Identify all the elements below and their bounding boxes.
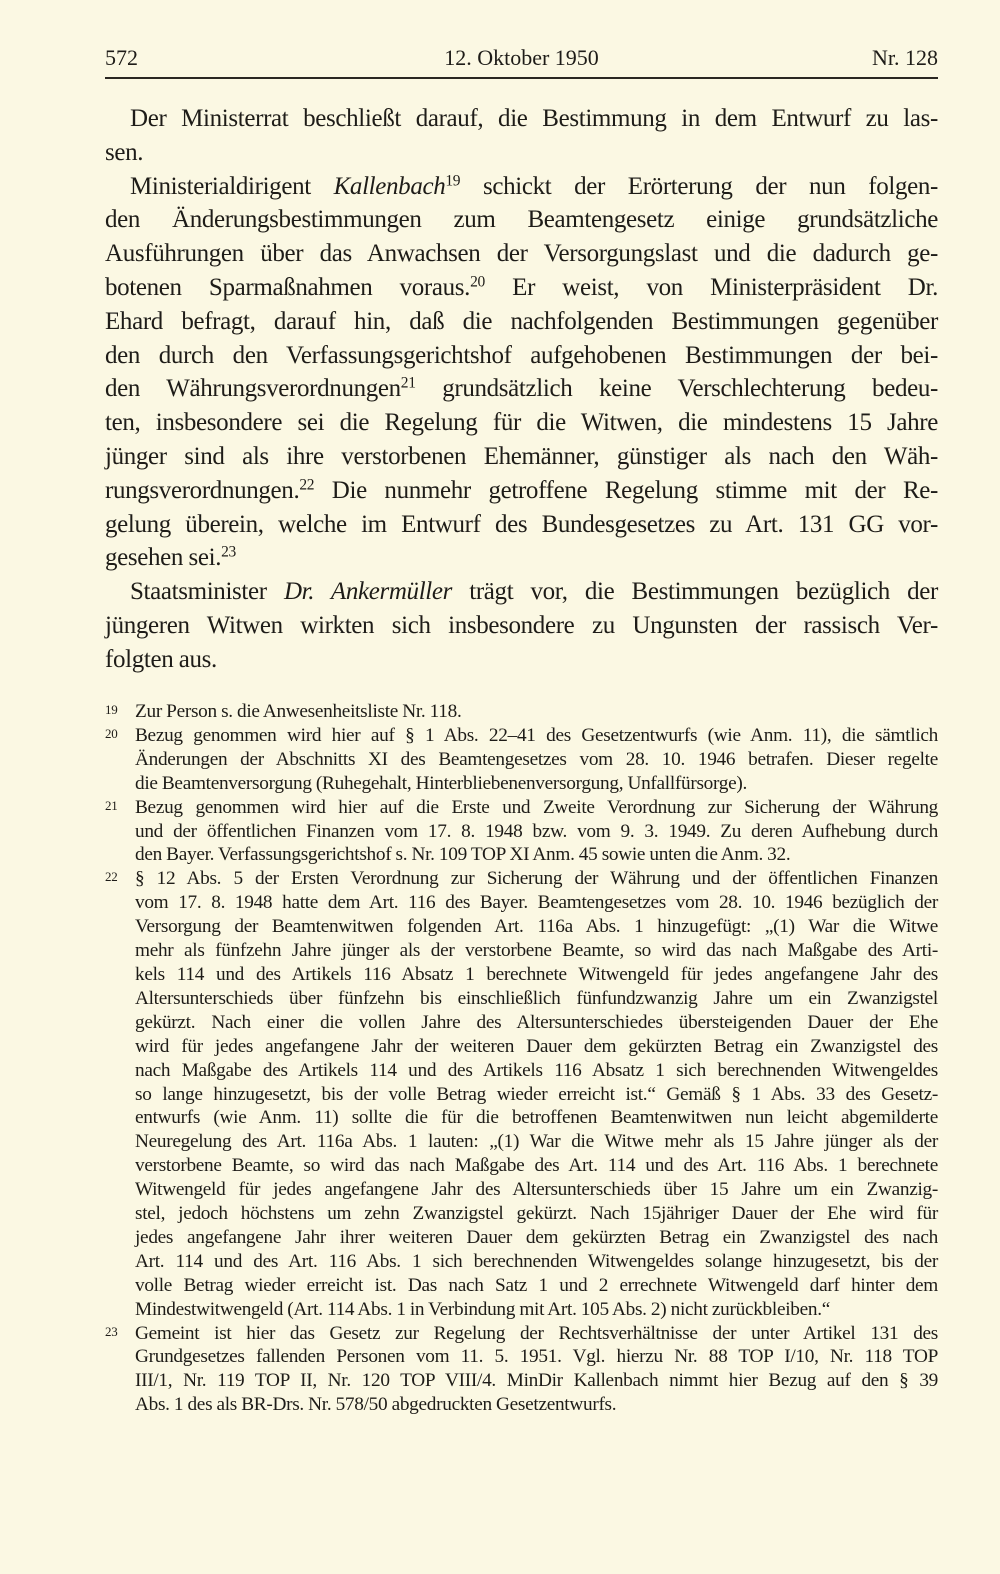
text-span: Die nunmehr getroffene Regelung stimme mit der Re- — [314, 476, 938, 504]
footnote-line: gekürzt. Nach einer die vollen Jahre des Altersunterschiedes übersteigenden Dauer der Ehe — [135, 1011, 938, 1033]
footnote-ref-19[interactable]: 19 — [445, 172, 461, 190]
footnote-ref-20[interactable]: 20 — [470, 273, 485, 291]
footnote-number: 19 — [105, 702, 118, 717]
person-name-kallenbach: Kallenbach — [333, 172, 446, 200]
text-line: den Änderungsbestimmungen zum Beamtengesetz einige grundsätzliche — [105, 206, 938, 234]
footnote-23 — [105, 1322, 938, 1418]
text-span: Er weist, von Ministerpräsident Dr. — [484, 273, 938, 301]
footnote-number: 23 — [105, 1323, 118, 1339]
footnote-line: kels 114 und des Artikels 116 Absatz 1 berechnete Witwengeld für jedes angefangene Jahr des — [135, 963, 938, 985]
text-span: rungsverordnungen. — [105, 476, 300, 504]
main-text — [105, 102, 938, 677]
footnote-line: so lange hinzugesetzt, bis der volle Betrag wieder erreicht ist.“ Gemäß § 1 Abs. 33 des Gesetz- — [135, 1083, 938, 1105]
text-span: Ministerialdirigent — [130, 172, 334, 200]
footnote-line: jedes angefangene Jahr ihrer weiteren Dauer dem gekürzten Betrag ein Zwanzigstel des nach — [135, 1226, 938, 1248]
footnote-line: mehr als fünfzehn Jahre jünger als der verstorbene Beamte, so wird das nach Maßgabe des Arti- — [135, 940, 938, 962]
text-span: trägt vor, die Bestimmungen bezüglich der — [452, 578, 938, 606]
text-line: sen. — [105, 138, 144, 166]
footnote-line: vom 17. 8. 1948 hatte dem Art. 116 des Bayer. Beamtengesetzes vom 28. 10. 1946 bezüglich der — [135, 892, 938, 914]
footnote-number: 21 — [105, 797, 118, 813]
footnote-line: Änderungen der Abschnitts XI des Beamtengesetzes vom 28. 10. 1946 betrafen. Dieser regelte — [135, 748, 938, 770]
text-line: jünger sind als ihre verstorbenen Ehemänner, günstiger als nach den Wäh- — [105, 442, 938, 470]
footnote-line: Versorgung der Beamtenwitwen folgenden Art. 116a Abs. 1 hinzugefügt: „(1) War die Witwe — [135, 916, 938, 938]
text-span: grundsätzlich keine Verschlechterung bedeu- — [415, 375, 938, 403]
text-line — [105, 170, 938, 204]
footnote-22 — [105, 867, 938, 1321]
footnote-line: stel, jedoch höchstens um zehn Zwanzigstel gekürzt. Nach 15jähriger Dauer der Ehe wird für — [135, 1203, 938, 1225]
footnote-line: volle Betrag wieder erreicht ist. Das nach Satz 1 und 2 errechnete Witwengeld darf hinter dem — [135, 1274, 938, 1296]
footnotes — [105, 700, 938, 1417]
footnote-number: 20 — [105, 725, 118, 741]
footnote-line: III/1, Nr. 119 TOP II, Nr. 120 TOP VIII/4. MinDir Kallenbach nimmt hier Bezug auf den § 39 — [135, 1370, 938, 1392]
running-header — [105, 40, 938, 76]
footnote-line: Neuregelung des Art. 116a Abs. 1 lauten: „(1) War die Witwe mehr als 15 Jahre jünger als der — [135, 1131, 938, 1153]
text-line: den durch den Verfassungsgerichtshof aufgehobenen Bestimmungen der bei- — [105, 341, 938, 369]
footnote-line: Altersunterschieds über fünfzehn bis einschließlich fünfundzwanzig Jahre um ein Zwanzigstel — [135, 987, 938, 1009]
text-span: schickt der Erörterung der nun folgen- — [460, 172, 938, 200]
footnote-line: Gemeint ist hier das Gesetz zur Regelung der Rechtsverhältnisse der unter Artikel 131 des — [135, 1322, 938, 1344]
footnote-21 — [105, 796, 938, 868]
footnote-line: § 12 Abs. 5 der Ersten Verordnung zur Sicherung der Währung und der öffentlichen Finanzen — [135, 868, 938, 890]
paragraph-2 — [105, 170, 938, 576]
text-line: jüngeren Witwen wirkten sich insbesondere zu Ungunsten der rassisch Ver- — [105, 611, 938, 639]
paragraph-3 — [105, 575, 938, 676]
text-line — [105, 372, 938, 406]
person-name-ankermueller: Dr. Ankermüller — [283, 578, 453, 606]
text-line: ten, insbesondere sei die Regelung für die Witwen, die mindestens 15 Jahre — [105, 409, 938, 437]
text-line: Ehard befragt, darauf hin, daß die nachfolgenden Bestimmungen gegenüber — [105, 307, 938, 335]
header-rule — [105, 77, 938, 79]
text-span: gesehen sei. — [105, 544, 222, 572]
text-line — [105, 541, 938, 575]
footnote-line: verstorbene Beamte, so wird das nach Maßgabe des Art. 114 und des Art. 116 Abs. 1 berechnete — [135, 1155, 938, 1177]
footnote-line: die Beamtenversorgung (Ruhegehalt, Hinterbliebenenversorgung, Unfallfürsorge). — [135, 772, 748, 794]
text-line: gelung überein, welche im Entwurf des Bundesgesetzes zu Art. 131 GG vor- — [105, 510, 938, 538]
footnote-line: Art. 114 und des Art. 116 Abs. 1 sich berechnenden Witwengeldes solange hinzugesetzt, bis der — [135, 1250, 938, 1272]
footnote-line: Grundgesetzes fallenden Personen vom 11. 5. 1951. Vgl. hierzu Nr. 88 TOP I/10, Nr. 118 TOP — [135, 1346, 938, 1368]
footnote-line: Bezug genommen wird hier auf die Erste und Zweite Verordnung zur Sicherung der Währung — [135, 796, 938, 818]
text-line: folgten aus. — [105, 645, 217, 673]
footnote-number: 22 — [105, 869, 118, 885]
text-line — [105, 575, 938, 609]
footnote-ref-22[interactable]: 22 — [299, 476, 315, 494]
footnote-ref-23[interactable]: 23 — [221, 543, 236, 561]
page-number: 572 — [105, 45, 138, 70]
footnote-line: Witwengeld für jedes angefangene Jahr des Altersunterschieds über 15 Jahre um ein Zwanzig- — [135, 1179, 938, 1201]
footnote-line: entwurfs (wie Anm. 11) sollte die für die betroffenen Beamtenwitwen nun leicht abgemilderte — [135, 1107, 938, 1129]
text-line: Ausführungen über das Anwachsen der Versorgungslast und die dadurch ge- — [105, 240, 938, 268]
footnote-line: Zur Person s. die Anwesenheitsliste Nr. 118. — [135, 701, 462, 722]
text-line: Der Ministerrat beschließt darauf, die Bestimmung in dem Entwurf zu las- — [130, 105, 938, 132]
footnote-line: und der öffentlichen Finanzen vom 17. 8. 1948 bzw. vom 9. 3. 1949. Zu deren Aufhebung durch — [135, 820, 938, 842]
text-span: den Währungsverordnungen — [105, 375, 401, 403]
footnote-line: wird für jedes angefangene Jahr der weiteren Dauer dem gekürzten Betrag ein Zwanzigstel des — [135, 1035, 938, 1057]
header-date: 12. Oktober 1950 — [444, 45, 599, 70]
protocol-number: Nr. 128 — [872, 45, 938, 70]
footnote-20 — [105, 724, 938, 796]
text-line — [105, 271, 938, 305]
footnote-line: den Bayer. Verfassungsgerichtshof s. Nr. 109 TOP XI Anm. 45 sowie unten die Anm. 32. — [135, 844, 791, 866]
text-span: botenen Sparmaßnahmen voraus. — [105, 273, 471, 301]
footnote-ref-21[interactable]: 21 — [400, 374, 416, 392]
footnote-line: Bezug genommen wird hier auf § 1 Abs. 22–41 des Gesetzentwurfs (wie Anm. 11), die sämtlich — [135, 724, 938, 746]
text-span: Staatsminister — [130, 578, 284, 606]
footnote-19 — [105, 700, 938, 724]
paragraph-1 — [105, 102, 938, 170]
text-line — [105, 474, 938, 508]
footnote-line: Abs. 1 des als BR-Drs. Nr. 578/50 abgedruckten Gesetzentwurfs. — [135, 1394, 617, 1416]
footnote-line: nach Maßgabe des Artikels 114 und des Artikels 116 Absatz 1 sich berechnenden Witwengeldes — [135, 1059, 938, 1081]
footnote-line: Mindestwitwengeld (Art. 114 Abs. 1 in Verbindung mit Art. 105 Abs. 2) nicht zurückbleiben.“ — [135, 1298, 830, 1320]
